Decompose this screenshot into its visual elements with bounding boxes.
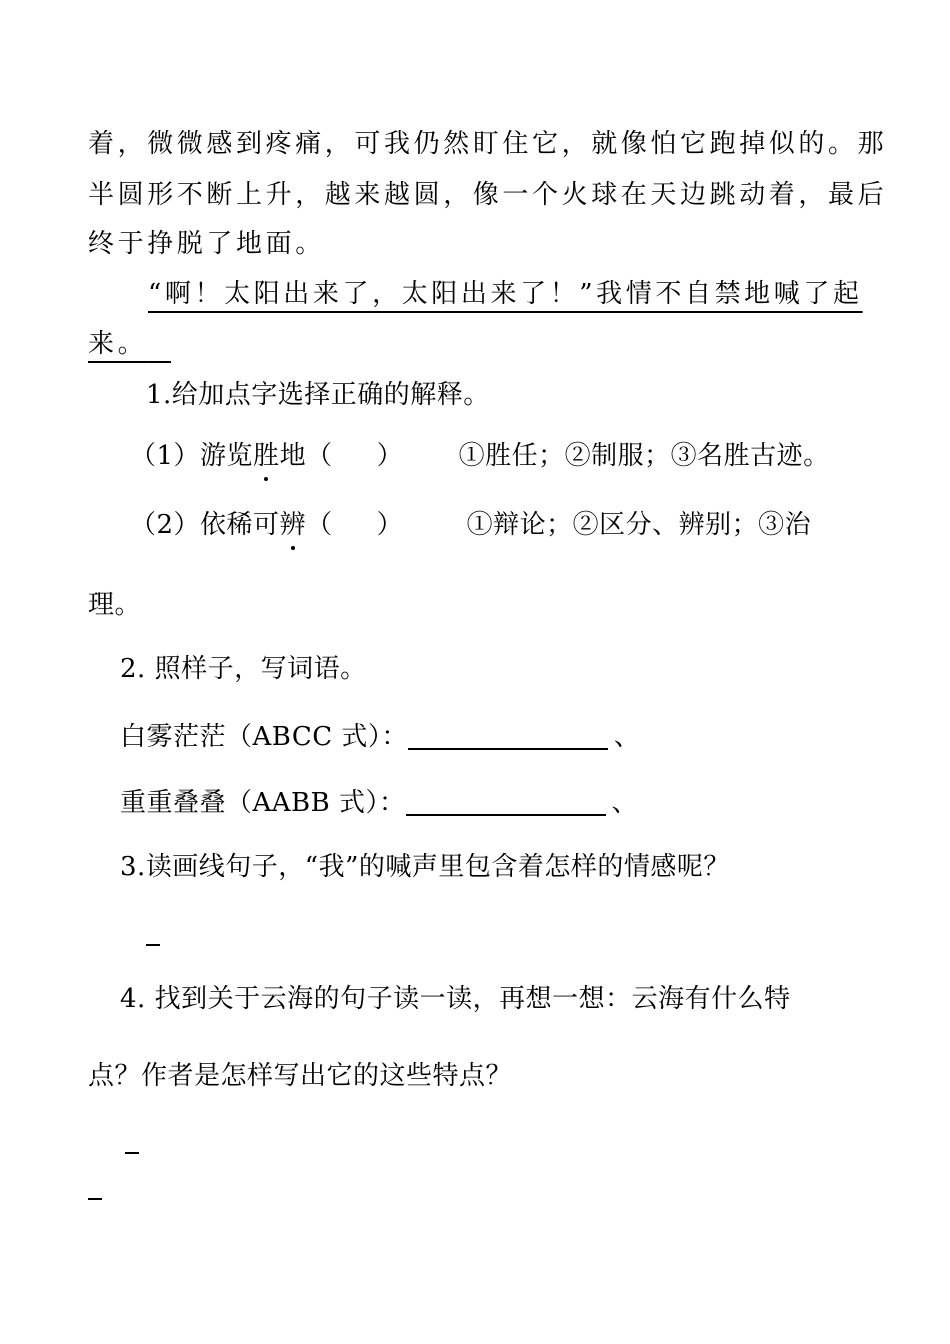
question-4-answer-line-1[interactable]: [125, 1152, 139, 1154]
q2-row1-label: 白雾茫茫（ABCC 式）：: [120, 722, 408, 752]
q1-item2-prefix: （2）依稀可: [130, 510, 280, 540]
q1-item1-close-paren: ）: [376, 441, 404, 471]
question-3-title: 3.读画线句子，“我”的喊声里包含着怎样的情感呢？: [120, 852, 730, 882]
q2-row2-label: 重重叠叠（AABB 式）：: [120, 788, 406, 818]
q2-row2-answer-blank[interactable]: [406, 788, 606, 816]
question-4-title-line-2: 点？作者是怎样写出它的这些特点？: [88, 1061, 513, 1091]
question-3-answer-line[interactable]: [146, 944, 160, 946]
question-1-title: 1.给加点字选择正确的解释。: [146, 380, 490, 410]
q1-item1-dotted-char: 胜: [253, 441, 280, 471]
question-1-item-1: [130, 443, 830, 469]
underlined-sentence-line-1: “啊！太阳出来了，太阳出来了！”我情不自禁地喊了起: [148, 279, 863, 309]
question-4-title-line-1: 4. 找到关于云海的句子读一读，再想一想：云海有什么特: [120, 984, 791, 1014]
q1-item1-prefix: （1）游览: [130, 441, 254, 471]
passage-line-3: 终于挣脱了地面。: [88, 229, 325, 259]
q2-row1-answer-blank[interactable]: [408, 722, 608, 750]
q1-item2-close-paren: ）: [376, 510, 404, 540]
q1-item1-suffix: 地（: [279, 441, 333, 471]
q1-item2-suffix: （: [306, 510, 333, 540]
q1-item2-dotted-char: 辨: [279, 510, 307, 540]
q2-row2-separator: 、: [611, 788, 639, 818]
question-4-answer-line-2[interactable]: [88, 1198, 102, 1200]
question-2-title: 2. 照样子，写词语。: [120, 654, 367, 684]
passage-line-1: 着，微微感到疼痛，可我仍然盯住它，就像怕它跑掉似的。那: [88, 129, 888, 159]
passage-line-2: 半圆形不断上升，越来越圆，像一个火球在天边跳动着，最后: [88, 180, 888, 210]
question-2-row-2: [120, 788, 638, 816]
q1-item2-options-continued: 理。: [88, 590, 142, 620]
q1-item2-options: ①辩论；②区分、辨别；③治: [466, 510, 812, 540]
question-1-item-2: [130, 512, 811, 538]
q2-row1-separator: 、: [613, 722, 641, 752]
question-2-row-1: [120, 722, 640, 750]
underlined-sentence-line-2: 来。: [88, 329, 148, 359]
q1-item1-options: ①胜任；②制服；③名胜古迹。: [458, 441, 830, 471]
